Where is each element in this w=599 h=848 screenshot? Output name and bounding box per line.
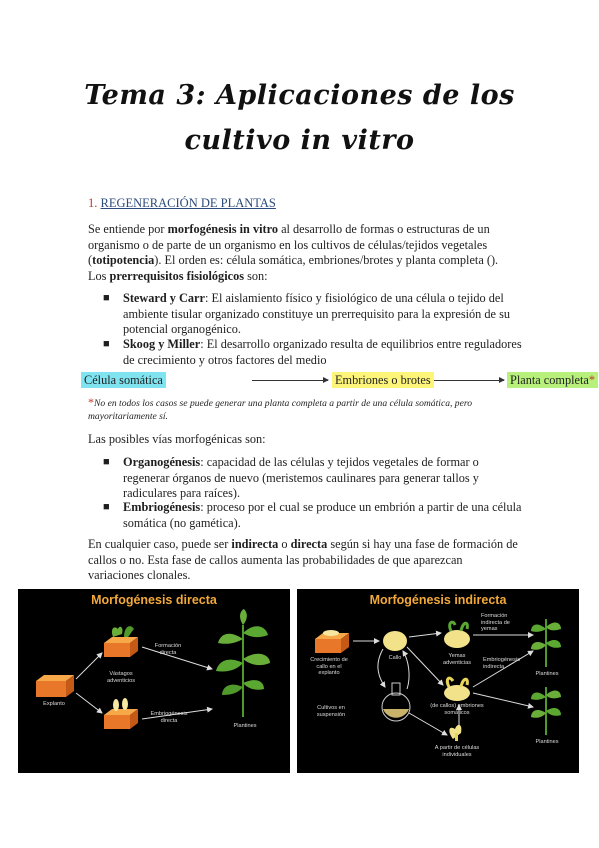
- bullet-organogenesis: [103, 455, 521, 501]
- label-plants-1: Plantines: [535, 671, 559, 677]
- final-paragraph: [88, 537, 518, 584]
- callus-icon: [383, 631, 407, 651]
- flow-embriones-brotes: Embriones o brotes: [332, 372, 434, 388]
- bullet-text: : capacidad de las células y tejidos vegetales de formar o regenerar órganos de nuevo (meristemos caulinares para generar tallos y radiculares para raíces).: [123, 455, 479, 500]
- label-indirect-embryogenesis: Embriogénesis indirecta: [483, 657, 520, 670]
- explant-block-icon: [36, 675, 74, 697]
- final-text-c: o: [278, 537, 291, 551]
- adventitious-buds-icon: [444, 622, 470, 648]
- bullet-dot: ■: [103, 338, 110, 350]
- term-prerrequisitos: prerrequisitos fisiológicos: [109, 268, 244, 283]
- bullet-embriogenesis: [103, 500, 521, 530]
- flask-icon: [382, 683, 410, 721]
- label-plants: Plantines: [233, 723, 257, 729]
- flow-planta-completa: [507, 372, 598, 388]
- explant-callus-icon: [315, 630, 349, 653]
- figure-indirect-title: Morfogénesis indirecta: [369, 593, 507, 607]
- section-number: 1.: [88, 196, 98, 210]
- bullet-dot: ■: [103, 501, 110, 513]
- plant-icon: [216, 609, 270, 717]
- intro-paragraph: [88, 222, 518, 284]
- intro-text-a: Se entiende por: [88, 222, 168, 236]
- label-callus: Callo: [388, 655, 402, 661]
- intro-text-e: ). El orden es: célula somática, embriones/brotes y planta completa (). Los: [88, 253, 499, 283]
- plant-icon-2: [531, 687, 561, 735]
- label-indirect-bud-formation: Formación indirecta de yemas: [481, 613, 510, 633]
- bullet-dot: ■: [103, 292, 110, 304]
- footnote: [88, 396, 518, 423]
- label-explant: Explanto: [43, 701, 65, 707]
- label-adventitious-shoots: Vástagos adventicios: [107, 671, 135, 684]
- final-text-e: según si hay una fase de formación de callos o no. Esta fase de callos aumenta las probabilidades de que aparezcan variaciones clonales.: [88, 537, 518, 582]
- label-somatic-embryos: (de callos) embriones somáticos: [430, 703, 484, 716]
- label-adventitious-buds: Yemas adventicias: [443, 653, 471, 666]
- figure-indirect-morphogenesis: [297, 589, 579, 773]
- vias-intro: Las posibles vías morfogénicas son:: [88, 432, 266, 446]
- flow-planta-text: Planta completa: [510, 373, 589, 387]
- shoot-block-icon: [104, 626, 138, 657]
- single-cell-embryo-icon: [449, 725, 461, 741]
- bullet-steward-carr: [103, 291, 521, 337]
- label-suspension: Cultivos en suspensión: [316, 705, 346, 718]
- embryo-block-icon: [104, 698, 138, 729]
- bullet-text: : proceso por el cual se produce un embrión a partir de una célula somática (no gamética).: [123, 500, 522, 530]
- plant-icon-1: [531, 619, 561, 667]
- bullet-term: Embriogénesis: [123, 500, 201, 514]
- intro-text-c: al desarrollo de formas o estructuras de un organismo o de parte de un organismo en los cultivos de células/tejidos vegetales (: [88, 222, 490, 267]
- bullet-skoog-miller: [103, 337, 521, 367]
- flow-celula-somatica: Célula somática: [81, 372, 166, 388]
- section-title: REGENERACIÓN DE PLANTAS: [100, 196, 276, 210]
- page-title-line1: Tema 3: Aplicaciones de los: [84, 80, 515, 111]
- flow-arrow-1: [252, 380, 328, 381]
- label-single-cells: A partir de células individuales: [434, 745, 480, 758]
- figure-direct-morphogenesis: [18, 589, 290, 773]
- somatic-embryos-icon: [444, 678, 470, 701]
- label-direct-formation: Formación directa: [154, 643, 182, 656]
- flow-arrow-2: [434, 380, 504, 381]
- bullet-dot: ■: [103, 456, 110, 468]
- label-plants-2: Plantines: [535, 739, 559, 745]
- final-text-a: En cualquier caso, puede ser: [88, 537, 232, 551]
- bullet-term: Organogénesis: [123, 455, 201, 469]
- bullet-text: : El aislamiento físico y fisiológico de una célula o tejido del ambiente tisular organizado constituye un prerrequisito para la expresión de su potencial organogénico.: [123, 291, 511, 336]
- term-totipotencia: totipotencia: [92, 253, 155, 267]
- bullet-term: Steward y Carr: [123, 291, 205, 305]
- label-callus-growth: Crecimiento de callo en el explanto: [310, 657, 348, 677]
- bullet-term: Skoog y Miller: [123, 337, 201, 351]
- term-morfogenesis: morfogénesis in vitro: [167, 222, 279, 236]
- bullet-text: : El desarrollo organizado resulta de equilibrios entre reguladores de crecimiento y otros factores del medio: [123, 337, 522, 367]
- footnote-text: No en todos los casos se puede generar una planta completa a partir de una célula somática, pero mayoritariamente sí.: [88, 398, 473, 422]
- section-heading: [88, 196, 276, 211]
- term-directa: directa: [290, 537, 328, 551]
- figure-direct-title: Morfogénesis directa: [91, 593, 217, 607]
- direct-diagram: [18, 589, 290, 773]
- intro-text-g: son:: [244, 268, 268, 283]
- page-title-line2: cultivo in vitro: [184, 125, 415, 156]
- footnote-asterisk: *: [88, 395, 94, 409]
- flow-asterisk: *: [588, 373, 596, 387]
- label-direct-embryogenesis: Embriogénesis directa: [150, 711, 188, 724]
- term-indirecta: indirecta: [231, 537, 279, 551]
